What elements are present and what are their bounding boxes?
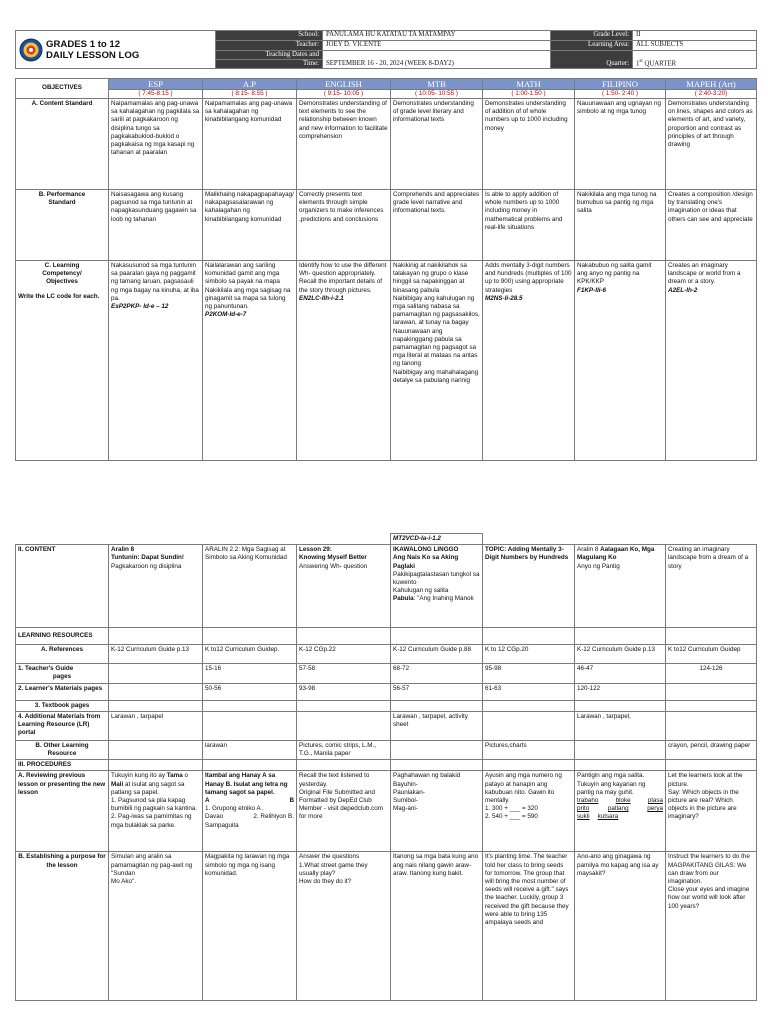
lesson-content-section <box>15 533 756 1001</box>
tg-english: 57-58 <box>297 664 391 683</box>
reviewing-mtb: Paghahawan ng balakid Bayuhin- Paunlakan- Sumibol- Mag-ani- <box>391 771 483 852</box>
lc-esp: Nakasusunod sa mga tuntunin sa paaralan gaya ng paggamit ng tamang laruan, pagsasauli ng mga bagay na kinuha, at iba pa. EsP2PKP- Id-e – 12 <box>109 261 203 461</box>
purpose-esp: Simulan ang aralin sa pamamagitan ng pag-awit ng "Sundan Mo Ako". <box>109 852 203 1001</box>
other-english: Pictures, comic strips, L.M., T.G., Manila paper <box>297 740 391 759</box>
performance-standard-row <box>16 190 757 261</box>
lc-code-esp: EsP2PKP- Id-e – 12 <box>111 303 169 311</box>
grade-level-label: Grade Level: <box>551 31 633 41</box>
grade-level-value: II <box>633 31 757 41</box>
tg-ap: 15-16 <box>203 664 297 683</box>
teaching-dates-value: SEPTEMBER 16 - 20, 2024 (WEEK 8-DAY2) <box>323 51 551 69</box>
other-ap: larawan <box>203 740 297 759</box>
references-row <box>16 645 757 664</box>
mtb-lc-code: MT2VCD-Ia-i-1.2 <box>391 534 483 545</box>
other-resources-row <box>16 740 757 759</box>
subject-esp: ESP <box>109 79 203 90</box>
additional-materials-row <box>16 711 757 740</box>
purpose-filipino: Ano-ano ang ginagawa ng pamilya mo kapag ang isa ay maysakit? <box>575 852 666 1001</box>
content-standard-ap: Naipamamalas ang pag-unawa sa kahalagahan ng kinabibilangang komunidad <box>203 99 297 190</box>
lc-code-filipino: F1KP-IIi-6 <box>577 286 607 294</box>
purpose-english: Answer the questions 1.What street game they usually play? How do they do it? <box>297 852 391 1001</box>
performance-standard-english: Correctly presents text elements through simple organizers to make inferences ,predictions and conclusions <box>297 190 391 261</box>
learners-materials-row <box>16 683 757 700</box>
reviewing-math: Ayusin ang mga numero ng patayo at hanapin ang kabubuan nito. Gawin ito mentally. 1. 300 + ___ = 320 2. 540 + ___ = 590 <box>483 771 575 852</box>
lc-english: Identify how to use the different Wh- question appropriately. Recall the important details of the story through pictures. EN2LC-IIh-i-2.1 <box>297 261 391 461</box>
purpose-row <box>16 852 757 1001</box>
performance-standard-math: Is able to apply addition of whole numbers up to 1000 including money in mathematical problems and real-life situations <box>483 190 575 261</box>
tg-mapeh: 124-126 <box>666 664 757 683</box>
reviewing-filipino: Pantigin ang mga salita. Tukuyin ang kayarian ng pantig na may guhit. trabaho bloke plasa prito patlang perya sukli kutsara <box>575 771 666 852</box>
add-esp: Larawan , tarpapel <box>109 711 203 740</box>
references-label: A. References <box>16 645 109 664</box>
lm-english: 93-98 <box>297 683 391 700</box>
references-esp: K-12 Curriculum Guide p.13 <box>109 645 203 664</box>
reviewing-english: Recall the text listened to yesterday. Original File Submitted and Formatted by DepEd Club Member - visit depedclub.com for more <box>297 771 391 852</box>
subject-english: ENGLISH <box>297 79 391 90</box>
content-row <box>16 545 757 628</box>
learning-competency-label: C. Learning Competency/ Objectives Write the LC code for each. <box>16 261 109 461</box>
time-mapeh: ( 2:40-3:20) <box>666 90 757 99</box>
content-ap: ARALIN 2.2: Mga Sagisag at Simbolo sa Aking Komunidad <box>203 545 297 628</box>
learning-competency-row <box>16 261 757 461</box>
purpose-label: B. Establishing a purpose for the lesson <box>16 852 109 1001</box>
add-english <box>297 711 391 740</box>
time-filipino: ( 1:50- 2:40 ) <box>575 90 666 99</box>
add-mtb: Larawan , tarpapel, activity sheet <box>391 711 483 740</box>
time-english: ( 9:15- 10:05 ) <box>297 90 391 99</box>
other-math: Pictures,charts <box>483 740 575 759</box>
additional-materials-label: 4. Additional Materials from Learning Resource (LR) portal <box>16 711 109 740</box>
references-mapeh: K to12 Curriculum Guidep <box>666 645 757 664</box>
lc-code-mapeh: A2EL-Ih-2 <box>668 286 698 294</box>
teachers-guide-label: 1. Teacher's Guide pages <box>16 664 109 683</box>
performance-standard-label: B. Performance Standard <box>16 190 109 261</box>
lc-filipino: Nakabubuo ng salita gamit ang anyo ng pantig na KPK/KKP F1KP-IIi-6 <box>575 261 666 461</box>
references-english: K-12 CGp.22 <box>297 645 391 664</box>
reviewing-esp: Tukuyin kung ito ay Tama o Mali at isulat ang sagot sa patlang sa papel. 1. Pagsunod sa pila kapag bumibili ng pagkain sa kantina. 2. Pag-iwas sa pamimitas ng mga bulaklak sa parke. <box>109 771 203 852</box>
other-filipino <box>575 740 666 759</box>
performance-standard-mtb: Comprehends and appreciates grade level narrative and informational texts. <box>391 190 483 261</box>
subject-math: MATH <box>483 79 575 90</box>
quarter-value: 1st QUARTER <box>633 51 757 69</box>
header-title-line2: DAILY LESSON LOG <box>46 49 140 61</box>
lc-code-ap: P2KOM-Id-e-7 <box>205 311 247 319</box>
learning-area-value: ALL SUBJECTS <box>633 41 757 51</box>
add-math <box>483 711 575 740</box>
subject-ap: A.P <box>203 79 297 90</box>
lc-code-note: Write the LC code for each. <box>18 292 100 300</box>
content-standard-filipino: Nauunawaan ang ugnayan ng simbolo at ng mga tunog <box>575 99 666 190</box>
lm-math: 61-63 <box>483 683 575 700</box>
textbook-pages-label: 3. Textbook pages <box>16 700 109 711</box>
school-label: School: <box>216 31 323 41</box>
add-ap <box>203 711 297 740</box>
learners-materials-label: 2. Learner's Materials pages <box>16 683 109 700</box>
purpose-ap: Magpakita ng larawan ng mga simbolo ng mga ng isang komunidad. <box>203 852 297 1001</box>
lc-code-english: EN2LC-IIh-i-2.1 <box>299 294 344 302</box>
other-resources-label: B. Other Learning Resource <box>16 740 109 759</box>
teachers-guide-row <box>16 664 757 683</box>
content-esp: Aralin 8 Tuntunin: Dapat Sundin! Pagkakaroon ng disiplina <box>109 545 203 628</box>
lm-ap: 50-56 <box>203 683 297 700</box>
content-standard-math: Demonstrates understanding of addition of of whole numbers up to 1000 including money <box>483 99 575 190</box>
objectives-section <box>15 78 756 461</box>
time-mtb: ( 10:05- 10:55 ) <box>391 90 483 99</box>
teacher-value: JOEY D. VICENTE <box>323 41 551 51</box>
content-filipino: Aralin 8 Aalagaan Ko, Mga Magulang Ko Anyo ng Pantig <box>575 545 666 628</box>
references-mtb: K-12 Curriculum Guide p.88 <box>391 645 483 664</box>
content-label: II. CONTENT <box>16 545 109 628</box>
lesson-log-header <box>15 30 756 69</box>
lm-mapeh <box>666 683 757 700</box>
deped-seal-icon <box>19 38 43 62</box>
header-title-line1: GRADES 1 to 12 <box>46 38 121 50</box>
lc-mapeh: Creates an imaginary landscape or world from a dream or a story. A2EL-Ih-2 <box>666 261 757 461</box>
subject-filipino: FILIPINO <box>575 79 666 90</box>
lc-code-math: M2NS-Ii-28.5 <box>485 294 523 302</box>
reviewing-mapeh: Let the learners look at the picture. Say: Which objects in the picture are real? Which objects in the picture are imaginary? <box>666 771 757 852</box>
content-standard-row <box>16 99 757 190</box>
lm-filipino: 120-122 <box>575 683 666 700</box>
lc-math: Adds mentally 3-digit numbers and hundreds (multiples of 100 up to 900) using appropriate strategies M2NS-Ii-28.5 <box>483 261 575 461</box>
reviewing-ap: Itambal ang Hanay A sa Hanay B. Isulat ang letra ng tamang sagot sa papel. A B 1. Grupong etniko A . Davao 2. Relihiyon B. Sampaguita <box>203 771 297 852</box>
subject-mtb: MTB <box>391 79 483 90</box>
objectives-header: OBJECTIVES <box>16 79 109 99</box>
subject-mapeh: MAPEH (Art) <box>666 79 757 90</box>
tg-mtb: 68-72 <box>391 664 483 683</box>
content-standard-mtb: Demonstrates understanding of grade level literary and informational texts <box>391 99 483 190</box>
content-mtb: IKAWALONG LINGGO Ang Nais Ko sa Aking Paglaki Pakikipagtalastasan tungkol sa kuwento Kahulugan ng salita Pabula: "Ang Inahing Manok <box>391 545 483 628</box>
performance-standard-filipino: Nakikilala ang mga tunog na bumubuo sa pantig ng mga salita <box>575 190 666 261</box>
learning-area-label: Learning Area: <box>551 41 633 51</box>
content-math: TOPIC: Adding Mentally 3-Digit Numbers by Hundreds <box>483 545 575 628</box>
references-ap: K to12 Curriculum Guidep. <box>203 645 297 664</box>
lc-ap: Nailalarawan ang sariling komunidad gamit ang mga simbolo sa payak na mapa Nakikilala ang mga sagisag na ginagamit sa mapa sa tulong ng panuntunan. P2KOM-Id-e-7 <box>203 261 297 461</box>
procedures-label: III. PROCEDURES <box>16 760 109 771</box>
content-standard-english: Demonstrates understanding of text elements to see the relationship between known and new information to facilitate comprehension <box>297 99 391 190</box>
teaching-dates-label: Teaching Dates and <box>216 51 323 60</box>
learning-resources-label: LEARNING RESOURCES <box>16 628 109 645</box>
quarter-label: Quarter: <box>551 51 633 69</box>
purpose-math: It's planting time. The teacher told her class to bring seeds for tomorrow. The group that will bring the most number of seeds will receive a gift." says the teacher. Luckily, group 3 received the gift because they were able to bring 135 ampalaya seeds and <box>483 852 575 1001</box>
purpose-mapeh: Instruct the learners to do the MAGPAKITANG GILAS: We can draw from our imagination. Close your eyes and imagine how our world will look after 100 years? <box>666 852 757 1001</box>
tg-math: 95-98 <box>483 664 575 683</box>
time-math: ( 1:00-1:50 ) <box>483 90 575 99</box>
other-mapeh: crayon, pencil, drawing paper <box>666 740 757 759</box>
teacher-label: Teacher: <box>216 41 323 51</box>
time-ap: ( 8:15- 8:55 ) <box>203 90 297 99</box>
lm-esp <box>109 683 203 700</box>
performance-standard-ap: Malikhaing nakapagpapahayag/ nakapagsasalarawan ng kahalagahan ng kinabibilangang komunidad <box>203 190 297 261</box>
content-mapeh: Creating an imaginary landscape from a dream of a story <box>666 545 757 628</box>
reviewing-label: A. Reviewing previous lesson or presenting the new lesson <box>16 771 109 852</box>
reviewing-row <box>16 771 757 852</box>
performance-standard-esp: Naisasagawa ang kusang pagsunod sa mga tuntunin at napagkasunduang gagawin sa loob ng tahanan <box>109 190 203 261</box>
references-math: K to 12 CGp.20 <box>483 645 575 664</box>
tg-esp <box>109 664 203 683</box>
lc-mtb: Nakikinig at nakikilahok sa talakayan ng grupo o klase hinggil sa napakinggan at binasang pabula Naibibigay ang kahulugan ng mga salitang nabasa sa pamamagitan ng pagsasakilos, larawan, at tunay na bagay Nauunawaan ang napakinggang pabula sa pamamagitan ng pagsagot sa mga literal at mataas na antas ng tanong Naibibigay ang mahahalagang detalye sa pabulang narinig <box>391 261 483 461</box>
school-value: PANULAMA HU KATATAU TA MATAMPAY <box>323 31 551 41</box>
references-filipino: K-12 Curriculum Guide p.13 <box>575 645 666 664</box>
time-label: Time: <box>216 60 323 69</box>
purpose-mtb: Itanong sa mga bata kung ano ang nais nilang gawin araw-araw. Itanong kung bakit. <box>391 852 483 1001</box>
tg-filipino: 46-47 <box>575 664 666 683</box>
lm-mtb: 56-57 <box>391 683 483 700</box>
add-filipino: Larawan , tarpapel, <box>575 711 666 740</box>
add-mapeh <box>666 711 757 740</box>
content-standard-label: A. Content Standard <box>16 99 109 190</box>
performance-standard-mapeh: Creates a composition /design by translating one's imagination or ideas that others can see and appreciate <box>666 190 757 261</box>
other-mtb <box>391 740 483 759</box>
other-esp <box>109 740 203 759</box>
content-standard-esp: Naipamamalas ang pag-unawa sa kahalagahan ng pagkilala sa sarili at pagkakaroon ng disiplina tungo sa pagkakabuklod-buklod o pagkakaisa ng mga kasapi ng tahanan at paaralan <box>109 99 203 190</box>
content-standard-mapeh: Demonstrates understanding on lines, shapes and colors as elements of art, and variety, proportion and contrast as principles of art through drawing <box>666 99 757 190</box>
time-esp: ( 7:45-8:15 ) <box>109 90 203 99</box>
content-english: Lesson 29: Knowing Myself Better Answering Wh- question <box>297 545 391 628</box>
header-title-block <box>16 31 216 69</box>
